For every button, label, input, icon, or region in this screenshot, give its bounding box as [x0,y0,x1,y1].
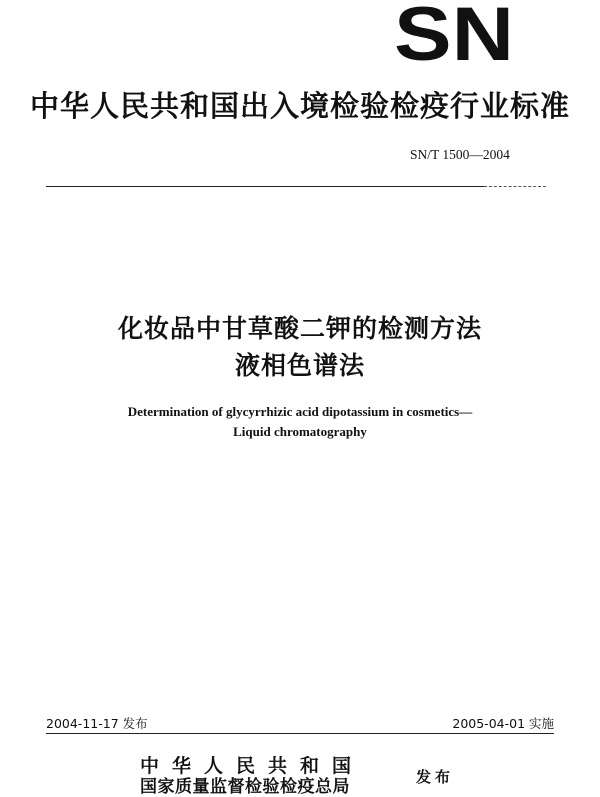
publish-label: 发布 [416,768,455,786]
implementation-date: 2005-04-01 实施 [452,716,554,731]
document-title-cn-line2: 液相色谱法 [234,351,365,380]
header-divider [46,186,484,187]
footer-divider [46,733,554,734]
document-title-cn-line1: 化妆品中甘草酸二钾的检测方法 [117,314,482,343]
header-divider-tail [484,186,546,187]
sn-logo [392,2,516,66]
sn-logo-text: SN [394,2,514,66]
agency-title: 中华人民共和国出入境检验检疫行业标准 [29,89,570,123]
issuer-agency: 国家质量监督检验检疫总局 [140,777,350,797]
standard-number: SN/T 1500—2004 [410,147,510,162]
issue-date: 2004-11-17 发布 [46,716,148,731]
document-title-en-line1: Determination of glycyrrhizic acid dipotassium in cosmetics— [127,404,473,419]
issuer-block [140,756,402,797]
issuer-country: 中华人民共和国 [140,755,365,777]
document-title-en-line2: Liquid chromatography [233,424,367,439]
